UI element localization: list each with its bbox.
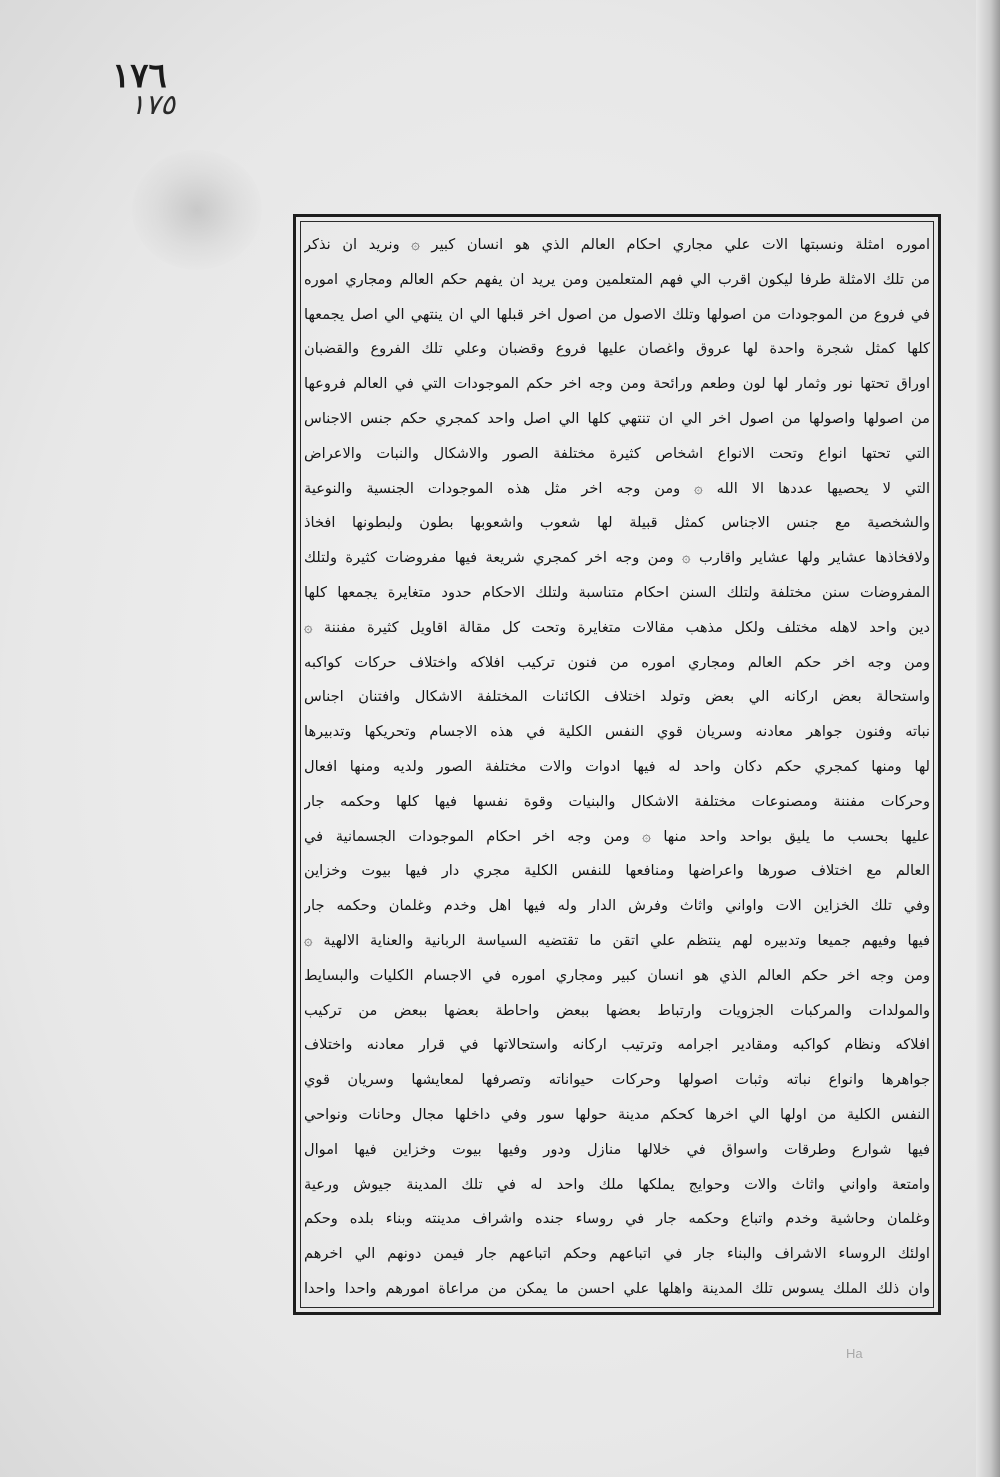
text-line: افلاكه ونظام كواكبه ومقادير اجرامه وترتيب اركانه واستحالاتها في قرار معادنه واختلاف [304, 1036, 930, 1054]
text-line: من تلك الامثلة طرفا ليكون اقرب الي فهم المتعلمين ومن يريد ان يفهم حكم العالم ومجاري اموره [304, 270, 930, 288]
text-line: وحركات مفننة ومصنوعات مختلفة الاشكال والبنيات وقوة نفسها فيها كلها وحكمه جار [304, 792, 930, 810]
text-line: النفس الكلية من اولها الي اخرها كحكم مدينة حولها سور وفي داخلها مجال وحانات ونواحي [304, 1105, 930, 1123]
text-line: عليها بحسب ما يليق بواحد واحد منها ۞ ومن وجه اخر احكام الموجودات الجسمانية في [304, 827, 930, 845]
text-line: فيها وفيهم جميعا وتدبيره لهم ينتظم علي اتقن ما تقتضيه السياسة الربانية والعناية الالهية ۞ [304, 931, 930, 949]
text-line: اولئك الروساء الاشراف والبناء جار في اتباعهم وحكم اتباعهم جار فيمن دونهم الي اخرهم [304, 1245, 930, 1263]
text-line: وفي تلك الخزاين الات واواني واثاث وفرش الدار وله فيها اهل وخدم وغلمان وحكمه جار [304, 897, 930, 915]
text-line: التي لا يحصيها عددها الا الله ۞ ومن وجه اخر مثل هذه الموجودات الجنسية والنوعية [304, 479, 930, 497]
text-line: دين واحد لاهله مختلف ولكل مذهب مقالات متغايرة وتحت كل مقالة اقاويل كثيرة مفننة ۞ [304, 618, 930, 636]
manuscript-text-block [304, 228, 930, 1303]
text-line: ومن وجه اخر حكم العالم الذي هو انسان كبير ومجاري اموره في الاجسام الكليات والبسايط [304, 966, 930, 984]
text-line: والشخصية مع جنس الاجناس كمثل قبيلة لها شعوب واشعوبها بطون ولبطونها افخاذ [304, 514, 930, 532]
text-line: فيها شوارع وطرقات واسواق في خلالها منازل ودور وفيها بيوت وخزاين فيها اموال [304, 1140, 930, 1158]
text-line: كلها كمثل شجرة واحدة لها عروق واغصان عليها فروع وقضبان وعلي تلك الفروع والقضبان [304, 340, 930, 358]
text-line: ومن وجه اخر حكم العالم ومجاري اموره من فنون تركيب افلاكه واختلاف حركات كواكبه [304, 653, 930, 671]
text-line: واستحالة بعض اركانه الي بعض وتولد اختلاف الكائنات المختلفة الاشكال وافتنان اجناس [304, 688, 930, 706]
text-line: والمولدات والمركبات الجزويات وارتباط بعضها ببعض واحاطة بعضها ببعض من تركيب [304, 1001, 930, 1019]
text-line: من اصولها واصولها من اصول اخر الي ان تنتهي كلها الي اصل واحد كمجري حكم جنس الاجناس [304, 409, 930, 427]
text-line: العالم مع اختلاف صورها واعراضها ومنافعها للنفس الكلية مجري دار فيها بيوت وخزاين [304, 862, 930, 880]
text-line: اوراق تحتها نور وثمار لها لون وطعم ورائحة ومن وجه اخر حكم الموجودات التي في العالم فروعها [304, 375, 930, 393]
text-line: وان ذلك الملك يسوس تلك المدينة واهلها علي احسن ما يمكن من مراعاة امورهم واحدا واحدا [304, 1279, 930, 1297]
text-line: اموره امثلة ونسبتها الات علي مجاري احكام العالم الذي هو انسان كبير ۞ ونريد ان نذكر [304, 236, 930, 253]
text-line: في فروع من الموجودات من اصولها وتلك الاصول من اصول اخر قبلها الي ان ينتهي الي اصل يجمعها [304, 305, 930, 323]
text-line: لها ومنها كمجري حكم دكان واحد له فيها ادوات والات مختلفة الصور ولديه ومنها افعال [304, 757, 930, 775]
old-folio-number: ١٧٥ [130, 88, 176, 121]
text-line: جواهرها وانواع نباته وثبات اصولها وحركات حيواناته وتصرفها لمعايشها وسريان قوي [304, 1071, 930, 1089]
text-line: وامتعة واواني واثاث والات وحوايج يملكها ملك واحد له في تلك المدينة جيوش ورعية [304, 1175, 930, 1193]
ink-smudge [132, 150, 262, 270]
text-line: المفروضات سنن مختلفة ولتلك السنن احكام متناسبة ولتلك الاحكام حدود متغايرة يجمعها كلها [304, 583, 930, 601]
text-line: نباته وفنون جواهر معادنه وسريان قوي النفس الكلية في هذه الاجسام وتحريكها وتدبيرها [304, 723, 930, 741]
pencil-mark: Ha [846, 1346, 863, 1361]
book-gutter [976, 0, 1000, 1477]
text-line: ولافخاذها عشاير ولها عشاير واقارب ۞ ومن وجه اخر كمجري شريعة فيها مفروضات كثيرة ولتلك [304, 549, 930, 567]
text-line: وغلمان وحاشية وخدم واتباع وحكمه جار في روساء جنده واشراف مدينته وبناء بلده وحكم [304, 1210, 930, 1228]
text-line: التي تحتها انواع وتحت الانواع اشخاص كثيرة مختلفة الصور والاشكال والنبات والاعراض [304, 444, 930, 462]
folio-number: ١٧٦ [112, 56, 167, 96]
